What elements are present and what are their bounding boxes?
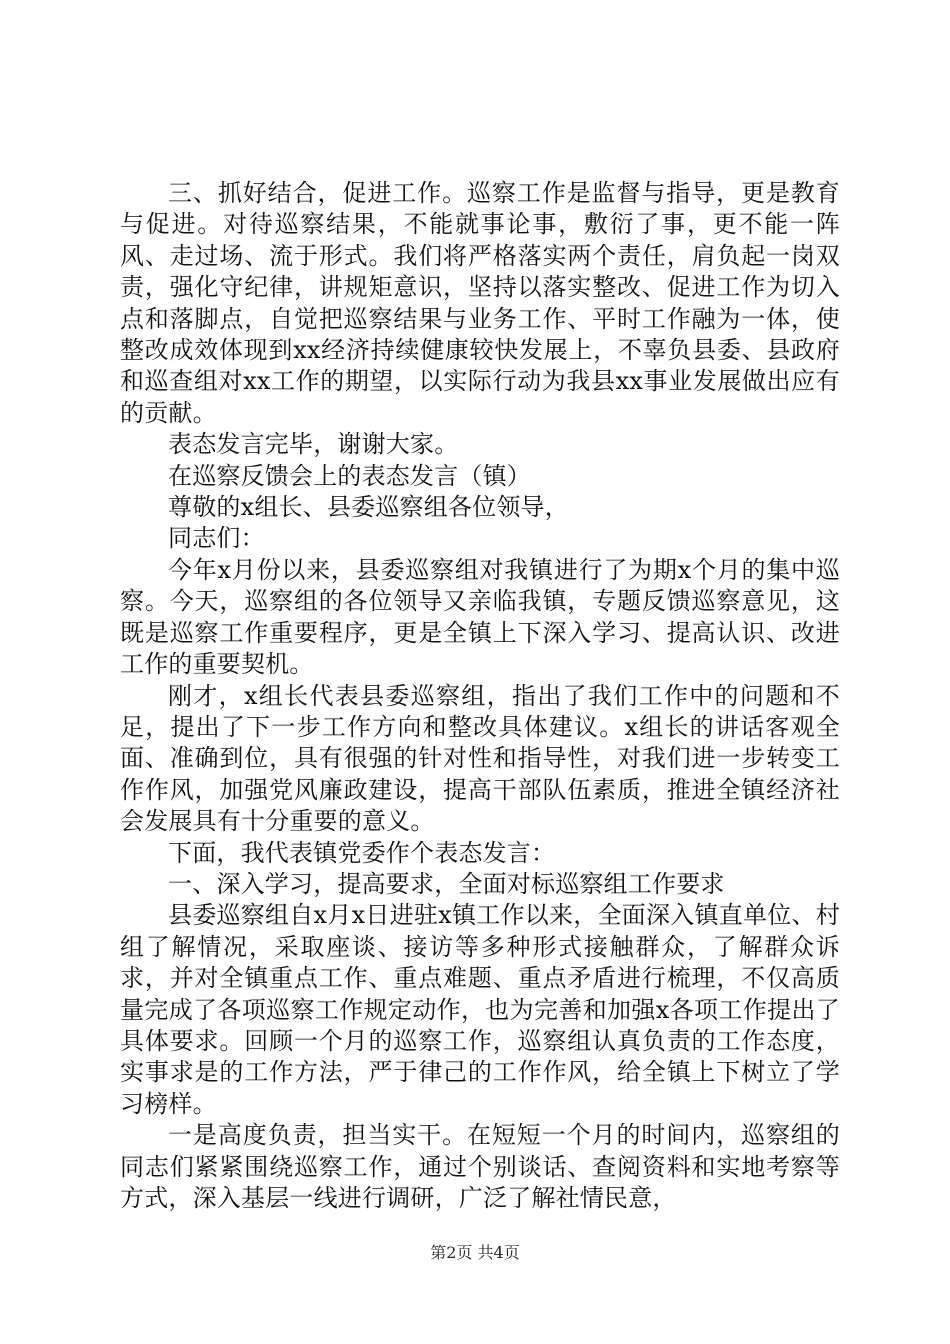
paragraph-responsibility: 一是高度负责，担当实干。在短短一个月的时间内，巡察组的同志们紧紧围绕巡察工作，通过个别谈话、查阅资料和实地考察等方式，深入基层一线进行调研，广泛了解社情民意， [120,1121,840,1212]
paragraph-inspection-work: 三、抓好结合，促进工作。巡察工作是监督与指导，更是教育与促进。对待巡察结果，不能就事论事，敷衍了事，更不能一阵风、走过场、流于形式。我们将严格落实两个责任，肩负起一岗双责，强化守纪律，讲规矩意识，坚持以落实整改、促进工作为切入点和落脚点，自觉把巡察结果与业务工作、平时工作融为一体，使整改成效体现到xx经济持续健康较快发展上，不辜负县委、县政府和巡查组对xx工作的期望，以实际行动为我县xx事业发展做出应有的贡献。 [120,179,840,427]
salutation-comrades: 同志们： [168,524,265,553]
paragraph-statement-lead: 下面，我代表镇党委作个表态发言： [168,838,556,867]
section-title: 在巡察反馈会上的表态发言（镇） [168,461,531,490]
heading-point-one: 一、深入学习，提高要求，全面对标巡察组工作要求 [168,869,725,898]
document-body [120,178,840,1214]
page-footer: 第2页 共4页 [430,1243,520,1262]
paragraph-inspection-review: 县委巡察组自x月x日进驻x镇工作以来，全面深入镇直单位、村组了解情况，采取座谈、接访等多种形式接触群众，了解群众诉求，并对全镇重点工作、重点难题、重点矛盾进行梳理，不仅高质量完成了各项巡察工作规定动作，也为完善和加强x各项工作提出了具体要求。回顾一个月的巡察工作，巡察组认真负责的工作态度，实事求是的工作方法，严于律己的工作作风，给全镇上下树立了学习榜样。 [120,901,840,1118]
paragraph-closing-remark: 表态发言完毕，谢谢大家。 [168,430,459,459]
paragraph-intro: 今年x月份以来，县委巡察组对我镇进行了为期x个月的集中巡察。今天，巡察组的各位领导又亲临我镇，专题反馈巡察意见，这既是巡察工作重要程序，更是全镇上下深入学习、提高认识、改进工作的重要契机。 [120,555,840,679]
salutation: 尊敬的x组长、县委巡察组各位领导， [168,493,569,522]
paragraph-leader-remarks: 刚才，x组长代表县委巡察组，指出了我们工作中的问题和不足，提出了下一步工作方向和整改具体建议。x组长的讲话客观全面、准确到位，具有很强的针对性和指导性，对我们进一步转变工作作风，加强党风廉政建设，提高干部队伍素质，推进全镇经济社会发展具有十分重要的意义。 [120,681,840,836]
